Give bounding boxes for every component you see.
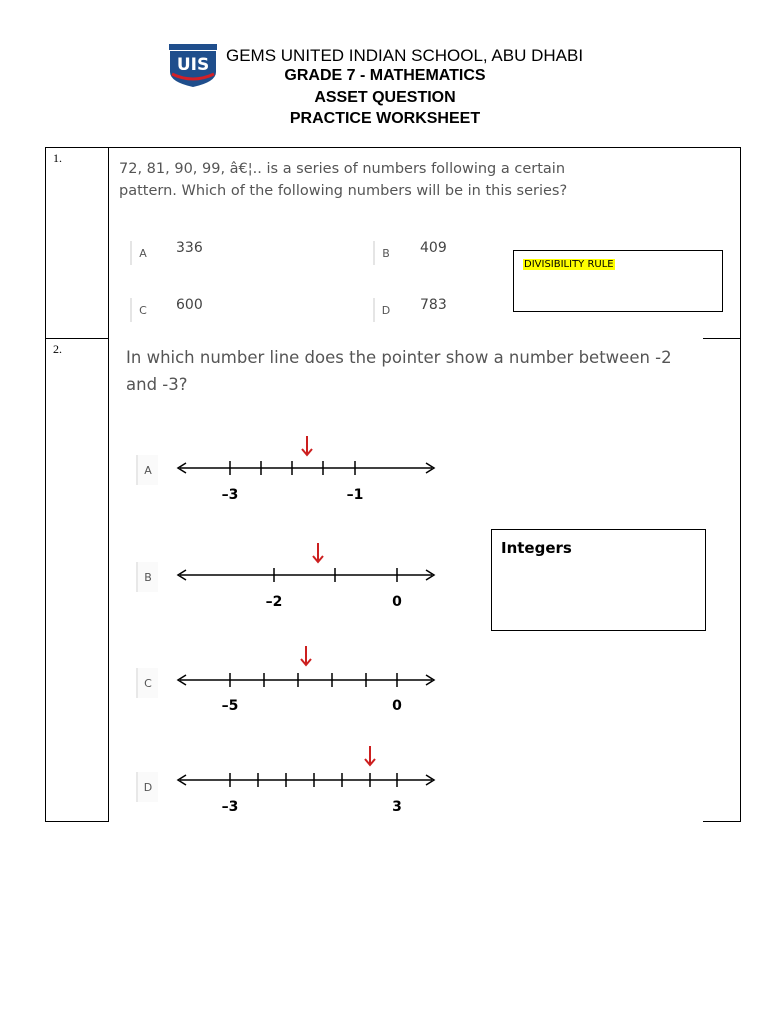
- nl-c-label-right: 0: [392, 698, 402, 714]
- number-column-border: [108, 147, 109, 822]
- nl-c-label-left: –5: [221, 698, 239, 714]
- q1-topic-label: DIVISIBILITY RULE: [524, 259, 614, 270]
- q2-option-c-letter: C: [136, 668, 158, 698]
- nl-d-label-left: –3: [221, 799, 239, 815]
- question-1-text: 72, 81, 90, 99, â€¦.. is a series of numbers following a certain pattern. Which of the following numbers will be in this series?: [119, 161, 568, 199]
- logo-text: UIS: [176, 55, 210, 75]
- q2-topic-label: Integers: [501, 539, 572, 557]
- question-1-number: 1.: [53, 151, 62, 165]
- nl-a-label-left: –3: [221, 487, 239, 503]
- q1-option-a-value: 336: [176, 240, 203, 256]
- number-line-b: [170, 537, 450, 617]
- nl-a-label-right: –1: [346, 487, 364, 503]
- nl-b-label-left: –2: [265, 594, 283, 610]
- q2-option-d-letter: D: [136, 772, 158, 802]
- q1-topic-box: [513, 250, 723, 312]
- pointer-arrow-icon: [313, 543, 323, 562]
- row-divider-left: [45, 338, 109, 339]
- nl-b-label-right: 0: [392, 594, 402, 610]
- school-logo: [168, 44, 218, 87]
- asset-title: ASSET QUESTION: [314, 89, 456, 106]
- table-left-border: [45, 147, 46, 822]
- table-right-border: [740, 147, 741, 822]
- school-name: GEMS UNITED INDIAN SCHOOL, ABU DHABI: [226, 46, 584, 65]
- q1-option-a-letter: A: [130, 241, 154, 265]
- number-line-d: [170, 742, 450, 822]
- q1-option-d-letter: D: [373, 298, 397, 322]
- q1-option-c-letter: C: [130, 298, 154, 322]
- pointer-arrow-icon: [302, 436, 312, 455]
- nl-d-label-right: 3: [392, 799, 402, 815]
- q2-topic-box: [491, 529, 706, 631]
- number-line-a: [170, 430, 450, 510]
- q1-option-d-value: 783: [420, 297, 447, 313]
- q1-option-b-letter: B: [373, 241, 397, 265]
- question-2-number: 2.: [53, 342, 62, 356]
- row-divider-right: [703, 338, 741, 339]
- table-top-border: [45, 147, 741, 148]
- q1-option-b-value: 409: [420, 240, 447, 256]
- grade-title: GRADE 7 - MATHEMATICS: [284, 67, 486, 84]
- q2-option-a-letter: A: [136, 455, 158, 485]
- table-bottom-left: [45, 821, 109, 822]
- q2-option-b-letter: B: [136, 562, 158, 592]
- table-bottom-right: [703, 821, 741, 822]
- q1-option-c-value: 600: [176, 297, 203, 313]
- worksheet-title: PRACTICE WORKSHEET: [289, 110, 481, 127]
- question-2-text: In which number line does the pointer show a number between -2 and -3?: [126, 348, 672, 394]
- number-line-c: [170, 642, 450, 722]
- pointer-arrow-icon: [365, 746, 375, 765]
- pointer-arrow-icon: [301, 646, 311, 665]
